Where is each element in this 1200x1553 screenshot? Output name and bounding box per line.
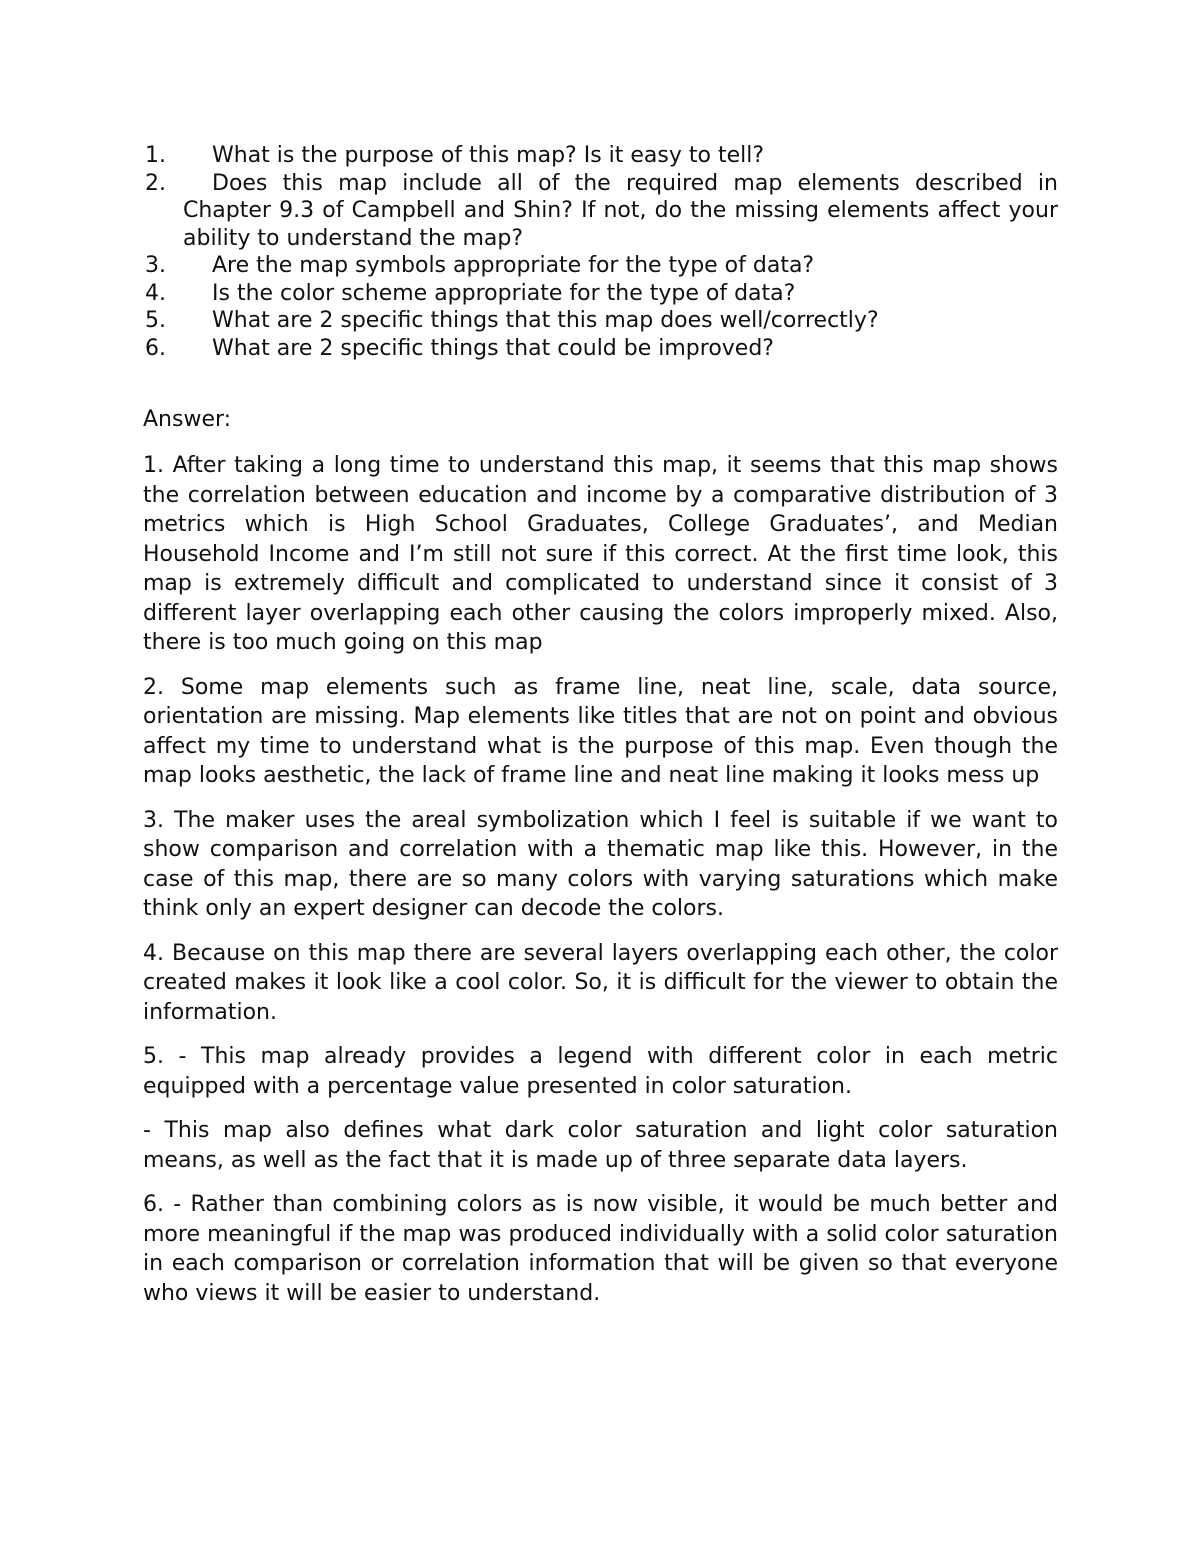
answer-paragraph: - This map also defines what dark color saturation and light color saturation means, as well as the fact that it is made up of three separate data layers. xyxy=(143,1118,1058,1173)
question-text: Is the color scheme appropriate for the type of data? xyxy=(212,280,796,306)
question-item xyxy=(145,280,1058,308)
answer-heading: Answer: xyxy=(143,407,232,432)
question-number: 2. xyxy=(145,170,166,196)
question-item xyxy=(145,142,1058,170)
question-item xyxy=(145,170,1058,253)
question-text: Does this map include all of the required map elements described in Chapter 9.3 of Campbell and Shin? If not, do the missing elements affect your ability to understand the map? xyxy=(183,170,1058,251)
question-item xyxy=(145,307,1058,335)
question-number: 4. xyxy=(145,280,166,306)
answer-paragraph: 6. - Rather than combining colors as is now visible, it would be much better and more meaningful if the map was produced individually with a solid color saturation in each comparison or correlation information that will be given so that everyone who views it will be easier to understand. xyxy=(143,1192,1058,1306)
question-text: What is the purpose of this map? Is it easy to tell? xyxy=(212,143,765,168)
answer-paragraph: 2. Some map elements such as frame line, neat line, scale, data source, orientation are missing. Map elements like titles that are not on point and obvious affect my time to understand what is the purpose of this map. Even though the map looks aesthetic, the lack of frame line and neat line making it looks mess up xyxy=(143,674,1058,788)
answer-paragraph: 1. After taking a long time to understand this map, it seems that this map shows the correlation between education and income by a comparative distribution of 3 metrics which is High School Graduates, College Graduates’, and Median Household Income and I’m still not sure if this correct. At the first time look, this map is extremely difficult and complicated to understand since it consist of 3 different layer overlapping each other causing the colors improperly mixed. Also, there is too much going on this map xyxy=(143,453,1058,655)
question-number: 1. xyxy=(145,143,166,168)
question-item xyxy=(145,335,1058,363)
answer-paragraph: 4. Because on this map there are several layers overlapping each other, the color created makes it look like a cool color. So, it is difficult for the viewer to obtain the information. xyxy=(143,940,1058,1025)
question-number: 3. xyxy=(145,253,166,278)
answer-paragraph: 3. The maker uses the areal symbolization which I feel is suitable if we want to show comparison and correlation with a thematic map like this. However, in the case of this map, there are so many colors with varying saturations which make think only an expert designer can decode the colors. xyxy=(143,807,1058,921)
question-number: 6. xyxy=(145,335,166,361)
answer-paragraph: 5. - This map already provides a legend with different color in each metric equipped with a percentage value presented in color saturation. xyxy=(143,1044,1058,1099)
question-text: Are the map symbols appropriate for the type of data? xyxy=(212,253,815,278)
question-text: What are 2 specific things that this map does well/correctly? xyxy=(212,308,879,333)
question-number: 5. xyxy=(145,308,166,333)
question-item xyxy=(145,252,1058,280)
question-list xyxy=(145,142,1058,362)
answer-section xyxy=(143,451,1058,1323)
question-text: What are 2 specific things that could be improved? xyxy=(212,335,774,361)
